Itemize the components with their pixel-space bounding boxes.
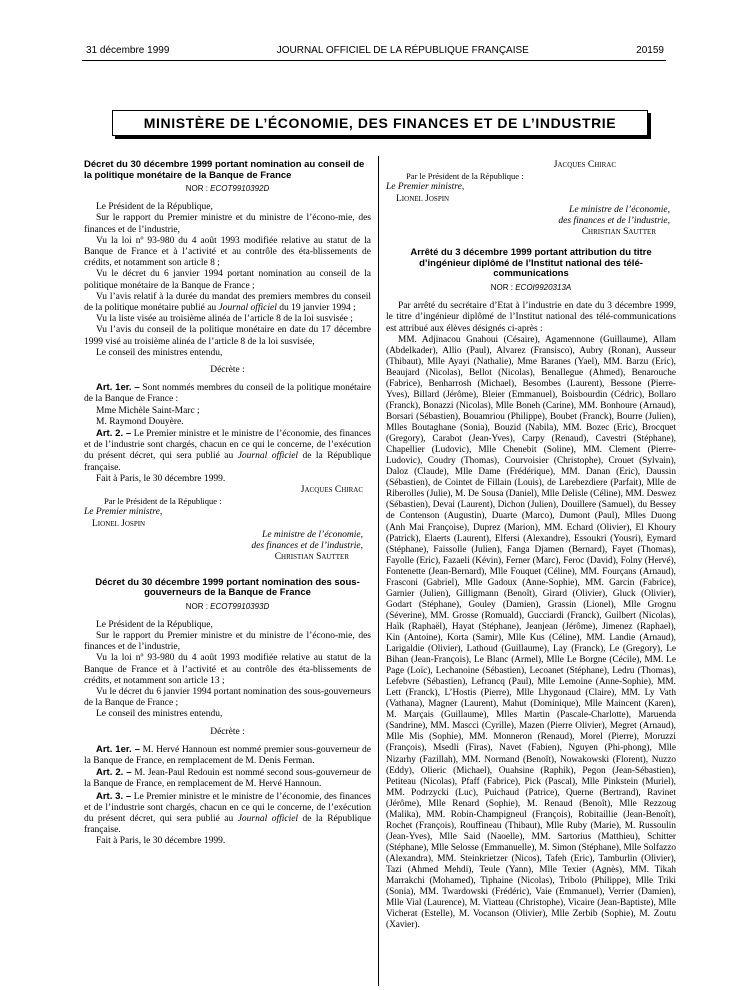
decret-1-title: Décret du 30 décembre 1999 portant nomination au conseil de la politique monétaire de la Banque de France	[84, 159, 365, 181]
paragraph: Le Président de la République,	[96, 619, 213, 630]
decret-1	[84, 160, 371, 564]
par-le-president: Par le Président de la République :	[104, 496, 222, 507]
article-3	[84, 791, 371, 837]
paragraph: Le conseil des ministres entendu,	[96, 709, 223, 720]
journal-officiel-ref: Journal officiel	[237, 813, 299, 824]
decrete: Décrète :	[210, 726, 245, 737]
article-label: Art. 3. –	[96, 790, 132, 802]
paragraph: Vu la loi nº 93-980 du 4 août 1993 modifiée relative au statut de la Banque de France et à l’activité et au contrôle des éta-blissements de crédits, et notamment son article 8 ;	[84, 235, 371, 269]
article-text: M. Jean-Paul Redouin est nommé second sous-gouverneur de la Banque de France, en remplacement de M. Hervé Hannoun.	[84, 768, 371, 790]
arrete	[386, 248, 676, 931]
journal-officiel-ref: Journal officiel	[237, 451, 299, 462]
header-journal-title: JOURNAL OFFICIEL DE LA RÉPUBLIQUE FRANÇAISE	[276, 44, 529, 56]
article-text: M. Hervé Hannoun est nommé premier sous-gouverneur de la Banque de France, en remplacement de M. Denis Ferman.	[84, 744, 371, 766]
decret-2	[84, 578, 371, 848]
page-header	[86, 42, 664, 58]
paragraph: Sur le rapport du Premier ministre et du ministre de l’écono-mie, des finances et de l’industrie,	[84, 630, 371, 653]
fait-a-paris: Fait à Paris, le 30 décembre 1999.	[96, 473, 226, 484]
minister-title-line-1: Le ministre de l’économie,	[262, 529, 363, 540]
minister-title-line-1: Le ministre de l’économie,	[569, 204, 670, 215]
nor-code: ECOI9920313A	[515, 282, 572, 292]
nor-label: NOR :	[185, 601, 211, 611]
minister-name: Christian Sautter	[581, 227, 656, 238]
article-text: Le Premier ministre et le ministre de l’économie, des finances et de l’industrie sont chargés, chacun en ce qui le concerne, de l’exécution du présent décret, qui sera publié au	[84, 791, 371, 824]
member-item: M. Raymond Douyère.	[96, 416, 184, 427]
premier-ministre-name: Lionel Jospin	[92, 518, 146, 529]
article-label: Art. 1er. –	[96, 382, 140, 394]
nominee-list: MM. Adjinacou Gnahoui (Césaire), Agamennone (Guillaume), Allam (Abdelkader), Allio (Paul), Alvarez (Fransisco), Aubry (Ronan), Ausseur (Thibaut), Mlle Ayayi (Nathalie), Mme Baranes (Yael), MM. Barzu (Eric), Beaujard (Nicolas), Bellot (Nicolas), Benallegue (Ahmed), Benarouche (Fabrice), Benharrosh (Michael), Besombes (Laurent), Bessone (Pierre-Yves), Billard (Jérôme), Bleier (Emmanuel), Boisbourdin (Cédric), Bollaro (Franck), Bonazzi (Nicolas), Mlle Boneh (Carine), MM. Bonhoure (Arnaud), Borsari (Sébastien), Bouamriou (Philippe), Boubet (Franck), Bourre (Julien), Mlles Boutaghane (Sonia), Bouzid (Nabila), MM. Bozec (Eric), Brocquet (Gregory), Carabot (Jean-Yves), Carpy (Renaud), Cavestri (Stéphane), Chapellier (Ludovic), Mlle Chenebit (Soline), MM. Clement (Pierre-Ludovic), Coudry (Thomas), Courvoisier (Christophe), Crouet (Sylvain), Daloz (Claude), Mlle Dame (Frédérique), MM. Danan (Eric), Daussin (Sébastien), de Cointet de Fillain (Louis), de Larebezdiere (Parfait), Mlle de Riberolles (Julie), M. De Sousa (Daniel), Mlle Delisle (Céline), MM. Deswez (Sébastien), Devai (Laurent), Dichon (Julien), Douillere (Samuel), du Bessey de Contenson (Augustin), Duarte (Marco), Dumont (Paul), Mlles Duong (Anh Mai Françoise), Duprez (Marion), MM. Echard (Olivier), El Khoury (Patrick), Elaerts (Laurent), Elfersi (Alexandre), Essoukri (Yousri), Eymard (Stéphane), Faissolle (Julien), Fanga Djamen (Bernard), Fayet (Thomas), Fayolle (Eric), Fazaeli (Kévin), Ferner (Marc), Feroc (David), Folny (Hervé), Fontenette (Jean-Bernard), Mlle Fouquet (Céline), MM. Fourçans (Arnaud), Frasconi (Gabriel), Mlle Gadoux (Anne-Sophie), MM. Garcin (Fabrice), Garnier (Julien), Gilligmann (Benoît), Girard (Olivier), Gluck (Olivier), Godart (Stéphane), Gouley (Damien), Grassin (Lionel), Mlle Grognu (Séverine), MM. Grosse (Romuald), Gucciardi (Franck), Guilbert (Nicolas), Haïk (Raphaël), Hayat (Stéphane), Jeanjean (Jérôme), Jimenez (Raphael), Kin (Antoine), Korta (Samir), Mlle Kus (Céline), MM. Landie (Arnaud), Larigaldie (Olivier), Lathoud (Guillaume), Lay (Franck), Le (Gregory), Le Bihan (Jean-François), Le Blanc (Armel), Mlle Le Borgne (Cécile), MM. Le Page (Loïc), Lechanoine (Sébastien), Lecoanet (Stéphane), Ledru (Thomas), Lefebvre (Sébastien), Lefrancq (Paul), Mlle Lemoine (Anne-Sophie), MM. Lett (Franck), L’Hostis (Pierre), Mlle Lhygonaud (Claire), MM. Ly Vath (Vathana), Magner (Laurent), Mahut (Dominique), Mlle Maincent (Karen), M. Marçais (Guillaume), Mlles Martin (Pascale-Charlotte), Maruenda (Sandrine), MM. Mascci (Cyrille), Mazen (Pierre Olivier), Megret (Arnaud), Mlle Mis (Sophie), MM. Monneron (Renaud), Morel (Pierre), Moruzzi (François), Msedli (Firas), Navet (Fabien), Nguyen (Phi-phong), Mlle Nizarhy (Fazillah), MM. Normand (Benoît), Nowakowski (Florent), Nuzzo (Eddy), Olieric (Michael), Ouahsine (Raphik), Pegon (Jean-Sébastien), Petiteau (Nicolas), Pfaff (Fabrice), Pick (Pascal), Mlle Pinkstein (Muriel), MM. Podrzycki (Luc), Puichaud (Patrice), Querne (Bertrand), Ravinet (Jérôme), Mlle Renard (Sophie), M. Renaud (Benoît), Mlle Rezzoug (Malika), MM. Robin-Champigneul (François), Robitaillie (Jean-Benoît), Rochet (François), Rouffineau (Thibaut), Mlle Ruby (Marie), M. Russoulin (Jean-Yves), Mlle Said (Naoelle), MM. Sartorius (Matthieu), Schitter (Stéphane), Mlle Selosse (Emmanuelle), M. Simon (Stéphane), Mlle Solfazzo (Alexandra), MM. Steinkrietzer (Nicos), Tafeh (Eric), Tamburlin (Olivier), Tazi (Ahmed Mehdi), Teule (Yann), Mlle Texier (Agnès), MM. Tikah Marrakchi (Mohamed), Tiphaine (Nicolas), Tribolo (Philippe), Mlle Triki (Sonia), MM. Twardowski (Frédéric), Vaie (Emmanuel), Verrier (Damien), Mlle Vial (Laurence), M. Viatteau (Christophe), Vicaire (Jean-Baptiste), Mlle Vicherat (Estelle), M. Vocanson (Olivier), Mlle Zerbib (Sophie), M. Zoutu (Xavier).	[386, 334, 676, 931]
premier-ministre-title: Le Premier ministre,	[84, 507, 163, 518]
decret-2-signatures	[386, 160, 676, 238]
arrete-intro: Par arrêté du secrétaire d’Etat à l’industrie en date du 3 décembre 1999, le titre d’ingénieur diplômé de l’Institut national des télé-communications est attribué aux élèves désignés ci-après :	[386, 301, 676, 334]
premier-ministre-name: Lionel Jospin	[396, 193, 450, 204]
decret-2-nor	[84, 601, 371, 612]
paragraph	[84, 292, 371, 314]
signature-president: Jacques Chirac	[553, 160, 616, 170]
left-column	[84, 160, 371, 848]
article-2	[84, 428, 371, 474]
paragraph: Vu la loi nº 93-980 du 4 août 1993 modifiée relative au statut de la Banque de France et à l’activité et au contrôle des éta-blissements de crédits, et notamment son article 13 ;	[84, 653, 371, 686]
article-label: Art. 2. –	[96, 428, 132, 440]
decret-2-title: Décret du 30 décembre 1999 portant nomination des sous-gouverneurs de la Banque de France	[95, 576, 360, 598]
nor-code: ECOT9910392D	[210, 184, 270, 193]
nor-label: NOR :	[490, 282, 516, 292]
column-divider	[378, 156, 379, 986]
article-1	[84, 382, 371, 405]
premier-ministre-title: Le Premier ministre,	[386, 182, 465, 193]
nor-code: ECOT9910393D	[210, 601, 270, 611]
signature-president: Jacques Chirac	[300, 485, 363, 496]
article-text: de la République française.	[84, 451, 372, 473]
header-rule	[82, 60, 666, 61]
text-run: Vu l’avis relatif à la durée du mandat des premiers membres du conseil de la politique monétaire publié au	[84, 291, 371, 314]
article-text: Sont nommés membres du conseil de la politique monétaire de la Banque de France :	[84, 383, 371, 405]
paragraph: Le conseil des ministres entendu,	[96, 347, 223, 358]
nor-label: NOR :	[185, 184, 211, 193]
arrete-title: Arrêté du 3 décembre 1999 portant attribution du titre d’ingénieur diplômé de l’Institut national des télé-communications	[410, 247, 652, 280]
minister-title-line-2: des finances et de l’industrie,	[558, 216, 670, 227]
article-label: Art. 1er. –	[96, 743, 140, 755]
header-page-number: 20159	[636, 44, 664, 56]
paragraph: Vu la liste visée au troisième alinéa de l’article 8 de la loi susvisée ;	[96, 314, 353, 325]
journal-officiel-ref: Journal officiel	[218, 303, 277, 314]
ministry-title-box: MINISTÈRE DE L’ÉCONOMIE, DES FINANCES ET DE L’INDUSTRIE	[112, 110, 648, 136]
paragraph: Vu le décret du 6 janvier 1994 portant nomination des sous-gouverneurs de la Banque de France ;	[84, 686, 371, 709]
article-text: de la République française.	[84, 813, 372, 836]
text-run: du 19 janvier 1994 ;	[276, 303, 356, 314]
arrete-nor	[386, 282, 676, 293]
decrete: Décrète :	[210, 365, 245, 376]
header-date: 31 décembre 1999	[86, 44, 170, 56]
member-item: Mme Michèle Saint-Marc ;	[96, 405, 200, 416]
paragraph: Vu le décret du 6 janvier 1994 portant nomination au conseil de la politique monétaire de la Banque de France ;	[84, 269, 371, 291]
decret-1-nor	[84, 183, 371, 194]
minister-title-line-2: des finances et de l’industrie,	[251, 541, 363, 552]
right-column	[386, 160, 676, 931]
minister-name: Christian Sautter	[274, 552, 349, 563]
paragraph: Le Président de la République,	[96, 202, 213, 213]
article-2	[84, 767, 371, 790]
paragraph: Sur le rapport du Premier ministre et du ministre de l’écono-mie, des finances et de l’industrie,	[84, 213, 371, 235]
par-le-president: Par le Président de la République :	[406, 171, 524, 182]
paragraph: Vu l’avis du conseil de la politique monétaire en date du 17 décembre 1999 visé au troisième alinéa de l’article 8 de la loi susvisée,	[84, 325, 371, 347]
fait-a-paris: Fait à Paris, le 30 décembre 1999.	[96, 836, 226, 847]
article-label: Art. 2. –	[96, 767, 132, 779]
article-text: Le Premier ministre et le ministre de l’économie, des finances et de l’industrie sont chargés, chacun en ce qui le concerne, de l’exécution du présent décret, qui sera publié au	[84, 429, 371, 462]
article-1	[84, 744, 371, 767]
